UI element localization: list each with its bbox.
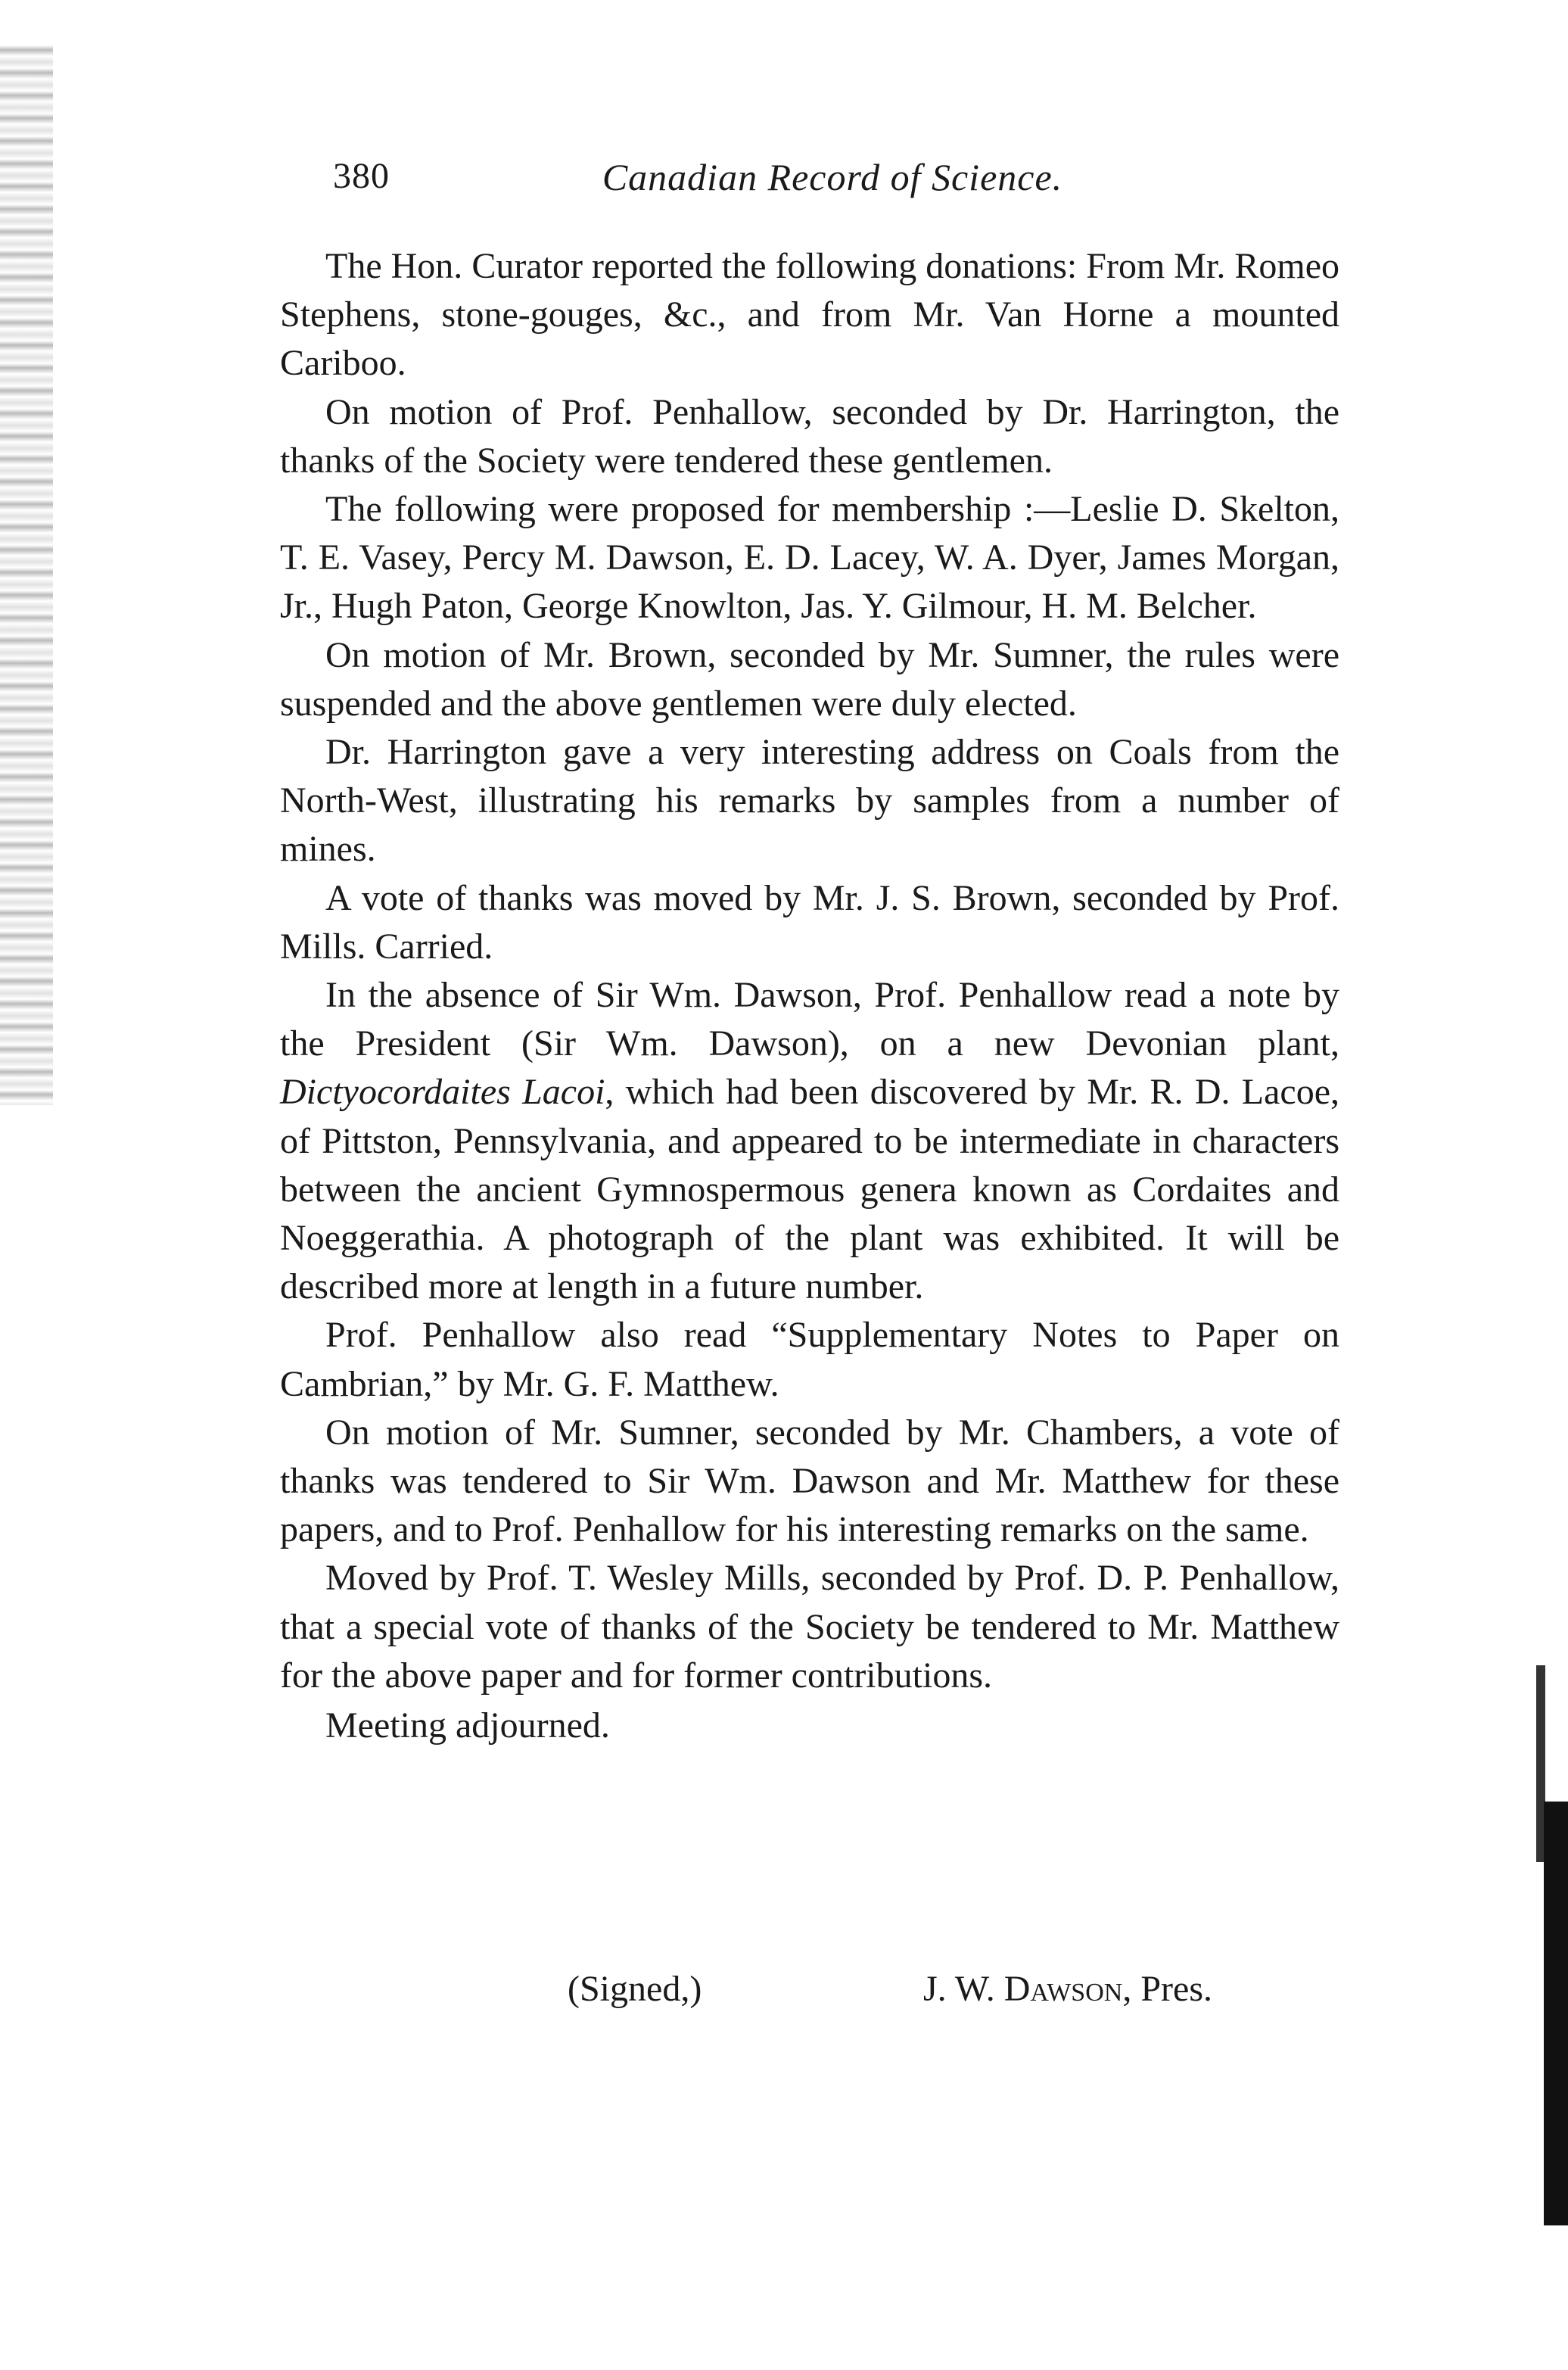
paragraph-coal-address: Dr. Harrington gave a very interesting address on Coals from the North-West, illustrating his remarks by samples from a number of mines. — [280, 732, 1339, 870]
signatory-title: , Pres. — [1122, 1969, 1212, 2009]
signatory — [923, 1968, 1212, 2010]
signed-label: (Signed,) — [568, 1969, 702, 2009]
article-body — [280, 242, 1339, 1750]
paragraph-election: On motion of Mr. Brown, seconded by Mr. Sumner, the rules were suspended and the above gentlemen were duly elected. — [280, 634, 1339, 724]
running-title: Canadian Record of Science. — [602, 156, 1063, 198]
signatory-surname: Dawson — [1003, 1969, 1123, 2009]
paragraph-thanks-papers: On motion of Mr. Sumner, seconded by Mr. Chambers, a vote of thanks was tendered to Sir Wm. Dawson and Mr. Matthew for these papers, and to Prof. Penhallow for his interesting remarks on the same. — [280, 1412, 1339, 1550]
signatory-initials: J. W. — [923, 1969, 1004, 2009]
scan-edge-artifact — [1544, 1802, 1568, 2225]
species-name: Dictyocordaites Lacoi — [280, 1072, 605, 1113]
scan-margin-artifact — [0, 45, 53, 1105]
paragraph-vote-thanks: A vote of thanks was moved by Mr. J. S. Brown, seconded by Prof. Mills. Carried. — [280, 877, 1339, 967]
paragraph-adjourned: Meeting adjourned. — [325, 1705, 610, 1746]
paragraph-donations: The Hon. Curator reported the following donations: From Mr. Romeo Stephens, stone-gouges, &c., and from Mr. Van Horne a mounted Cariboo. — [280, 246, 1339, 384]
paragraph-cambrian-notes: Prof. Penhallow also read “Supplementary Notes to Paper on Cambrian,” by Mr. G. F. Matthew. — [280, 1315, 1339, 1404]
devonian-text-before: In the absence of Sir Wm. Dawson, Prof. Penhallow read a note by the President (Sir Wm. Dawson), on a new Devonian plant, — [280, 975, 1339, 1064]
paragraph-special-vote: Moved by Prof. T. Wesley Mills, seconded by Prof. D. P. Penhallow, that a special vote of thanks of the Society be tendered to Mr. Matthew for the above paper and for former contributions. — [280, 1558, 1339, 1696]
page-number: 380 — [333, 156, 390, 196]
paragraph-membership: The following were proposed for membership :—Leslie D. Skelton, T. E. Vasey, Percy M. Dawson, E. D. Lacey, W. A. Dyer, James Morgan, Jr., Hugh Paton, George Knowlton, Jas. Y. Gilmour, H. M. Belcher. — [280, 489, 1339, 627]
page-header — [333, 155, 1332, 208]
paragraph-devonian-plant — [280, 971, 1339, 1311]
paragraph-thanks-motion: On motion of Prof. Penhallow, seconded by Dr. Harrington, the thanks of the Society were tendered these gentlemen. — [280, 391, 1339, 481]
devonian-text-after: , which had been discovered by Mr. R. D. Lacoe, of Pittston, Pennsylvania, and appeared to be intermediate in characters between the ancient Gymnospermous genera known as Cordaites and Noeggerathia. A photograph of the plant was exhibited. It will be described more at length in a future number. — [280, 1072, 1340, 1307]
signature-line — [280, 1968, 1339, 2021]
